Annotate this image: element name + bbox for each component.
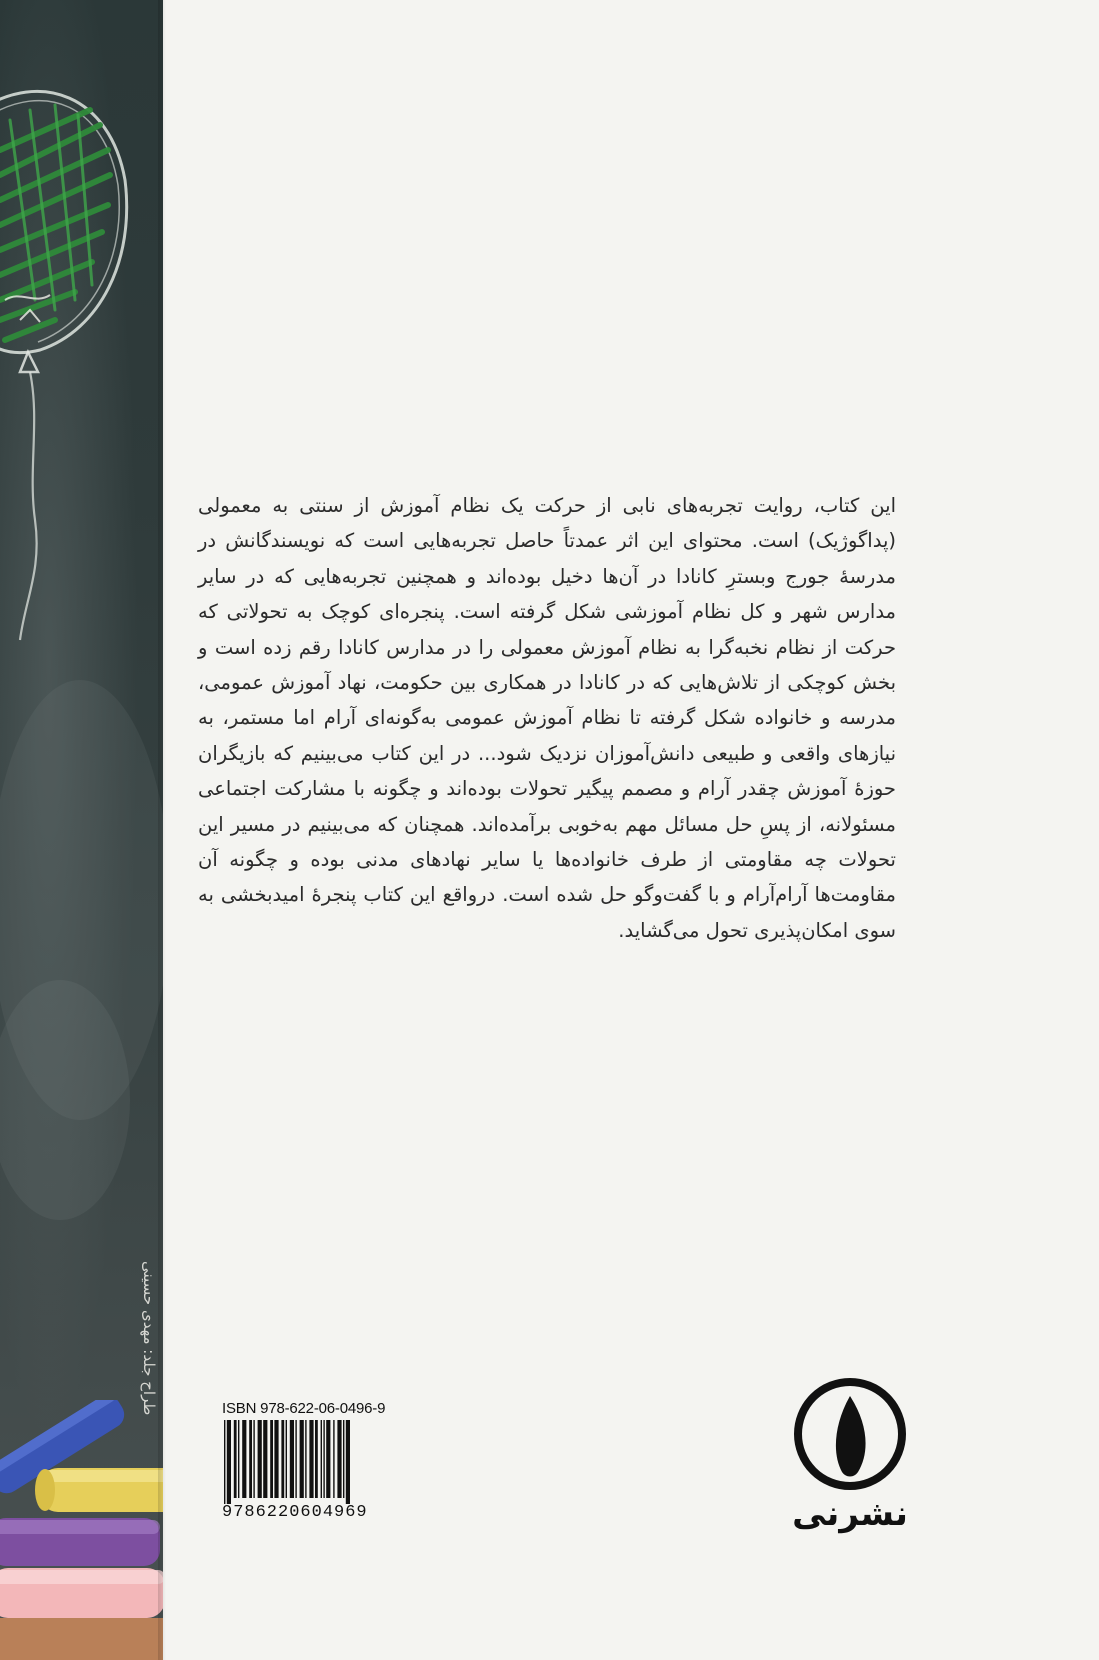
barcode-bar: [346, 1420, 350, 1504]
barcode-bar: [300, 1420, 304, 1498]
chalkboard-strip: [0, 0, 163, 1660]
reed-circle-logo: [780, 1374, 920, 1494]
barcode-icon: [222, 1420, 412, 1504]
isbn-barcode: [214, 1400, 414, 1528]
barcode-bar: [281, 1420, 284, 1498]
barcode-bar: [290, 1420, 294, 1498]
barcode-bar: [242, 1420, 246, 1498]
barcode-bar: [315, 1420, 318, 1498]
barcode-digits: 9786220604969: [222, 1503, 368, 1522]
barcode-bar: [234, 1420, 237, 1498]
barcode-bar: [224, 1420, 225, 1504]
barcode-bar: [227, 1420, 231, 1504]
barcode-bar: [286, 1420, 287, 1498]
barcode-bar: [333, 1420, 334, 1498]
barcode-bar: [309, 1420, 313, 1498]
barcode-bar: [326, 1420, 330, 1498]
chalk-sticks: [0, 1400, 163, 1660]
barcode-bar: [323, 1420, 324, 1498]
barcode-bar: [270, 1420, 273, 1498]
cover-designer-credit: طراح جلد: مهدی حسینی: [140, 1260, 158, 1415]
barcode-bar: [295, 1420, 296, 1498]
barcode-bar: [258, 1420, 262, 1498]
barcode-bar: [321, 1420, 322, 1498]
barcode-bar: [249, 1420, 252, 1498]
barcode-bar: [343, 1420, 344, 1498]
publisher-logo: [780, 1374, 920, 1544]
spine-shadow: [158, 0, 166, 1660]
book-description: این کتاب، روایت تجربه‌های نابی از حرکت یک نظام آموزش از سنتی به معمولی (پداگوژیک) است. محتوای این اثر عمدتاً حاصل تجربه‌هایی است که نویسندگانش در مدرسهٔ جورج وبسترِ کانادا در آن‌ها دخیل بوده‌اند و همچنین تجربه‌هایی که در سایر مدارس شهر و کل نظام آموزشی شکل گرفته است. پنجره‌ای کوچک به تحولاتی که حرکت از نظام نخبه‌گرا به نظام آموزش معمولی را در مدارس کانادا رقم زده است و بخش کوچکی از تلاش‌هایی که در کانادا در همکاری بین حکومت، نهاد آموزش عمومی، مدرسه و خانواده شکل گرفته تا نظام آموزش عمومی به‌گونه‌ای آرام اما مستمر، به نیازهای واقعی و طبیعی دانش‌آموزان نزدیک شود... در این کتاب می‌بینیم که بازیگران حوزهٔ آموزش چقدر آرام و مصمم پیگیر تحولات بوده‌اند و چگونه با مشارکت اجتماعی مسئولانه، از پسِ حل مسائل مهم به‌خوبی برآمده‌اند. همچنان که می‌بینیم در مسیر این تحولات چه مقاومتی از طرف خانواده‌ها یا سایر نهادهای مدنی بوده و چگونه آن مقاومت‌ها آرام‌آرام و با گفت‌وگو حل شده است. درواقع این کتاب پنجرهٔ امیدبخشی به سوی امکان‌پذیری تحول می‌گشاید.: [198, 494, 896, 942]
barcode-bar: [274, 1420, 278, 1498]
barcode-bar: [253, 1420, 254, 1498]
barcode-bar: [305, 1420, 306, 1498]
isbn-label: ISBN 978-622-06-0496-9: [222, 1400, 386, 1417]
barcode-bar: [238, 1420, 239, 1498]
barcode-bar: [263, 1420, 267, 1498]
barcode-bar: [337, 1420, 341, 1498]
publisher-name: نشرنی: [792, 1494, 908, 1534]
